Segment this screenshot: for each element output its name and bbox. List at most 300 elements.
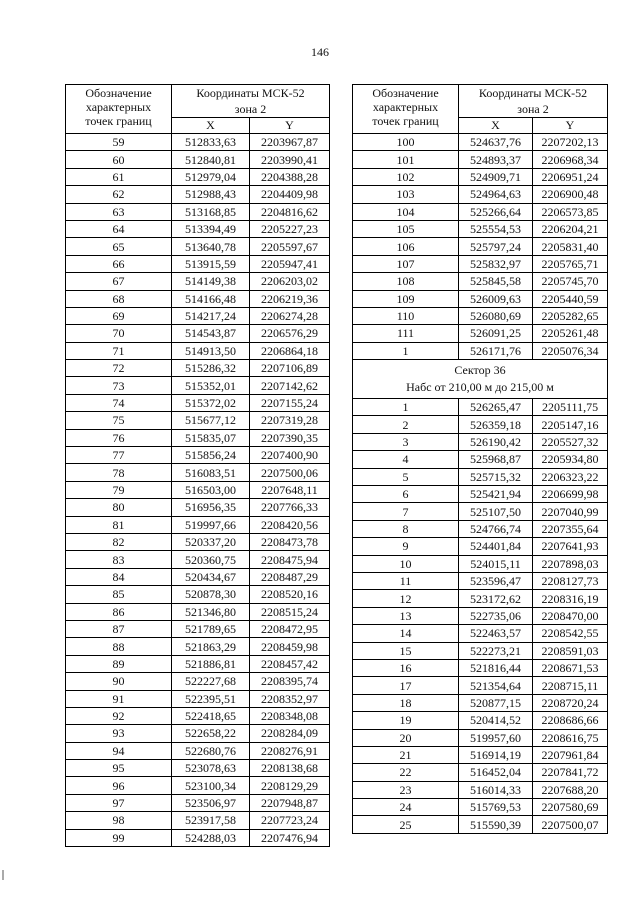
point-number-cell: 60 [66,151,172,168]
table-row [66,707,330,724]
point-number-cell: 21 [353,746,459,763]
point-number-cell: 24 [353,799,459,816]
point-number-cell: 65 [66,238,172,255]
y-coordinate-cell: 2207723,24 [250,812,330,829]
y-coordinate-cell: 2206203,02 [250,273,330,290]
x-coordinate-cell: 525715,32 [459,468,533,485]
point-number-cell: 8 [353,520,459,537]
table-row [66,168,330,185]
x-coordinate-cell: 522273,21 [459,642,533,659]
y-coordinate-cell: 2205227,23 [250,220,330,237]
table-row [353,764,608,781]
point-number-cell: 78 [66,464,172,481]
point-number-cell: 22 [353,764,459,781]
x-coordinate-cell: 514543,87 [172,325,250,342]
y-coordinate-cell: 2206204,21 [533,220,608,237]
y-coordinate-cell: 2206274,28 [250,307,330,324]
y-coordinate-cell: 2208138,68 [250,760,330,777]
table-row [353,572,608,589]
point-number-cell: 89 [66,655,172,672]
y-coordinate-cell: 2207500,06 [250,464,330,481]
x-coordinate-cell: 523917,58 [172,812,250,829]
x-coordinate-cell: 520878,30 [172,586,250,603]
point-number-cell: 20 [353,729,459,746]
table-row [66,273,330,290]
table-row [66,464,330,481]
x-coordinate-cell: 513915,59 [172,255,250,272]
table-row [66,655,330,672]
y-coordinate-cell: 2206576,29 [250,325,330,342]
table-row [353,625,608,642]
y-coordinate-cell: 2207641,93 [533,538,608,555]
table-row [66,134,330,151]
y-coordinate-cell: 2208720,24 [533,694,608,711]
point-number-cell: 6 [353,486,459,503]
y-coordinate-cell: 2204409,98 [250,186,330,203]
x-coordinate-cell: 513168,85 [172,203,250,220]
y-coordinate-cell: 2206968,34 [533,151,608,168]
table-row [353,555,608,572]
table-row [66,377,330,394]
y-coordinate-cell: 2208129,29 [250,777,330,794]
x-coordinate-cell: 525968,87 [459,451,533,468]
x-coordinate-cell: 520434,67 [172,568,250,585]
x-coordinate-cell: 512840,81 [172,151,250,168]
point-number-cell: 10 [353,555,459,572]
point-number-cell: 1 [353,342,459,359]
x-coordinate-cell: 522418,65 [172,707,250,724]
x-coordinate-cell: 520337,20 [172,533,250,550]
x-coordinate-cell: 516452,04 [459,764,533,781]
header-designation-line2: характерных [85,99,152,114]
point-number-cell: 101 [353,151,459,168]
x-coordinate-cell: 525554,53 [459,220,533,237]
y-coordinate-cell: 2206219,36 [250,290,330,307]
x-coordinate-cell: 524766,74 [459,520,533,537]
point-number-cell: 59 [66,134,172,151]
y-coordinate-cell: 2205261,48 [533,325,608,342]
y-coordinate-cell: 2208127,73 [533,572,608,589]
y-coordinate-cell: 2208420,56 [250,516,330,533]
y-coordinate-cell: 2208470,00 [533,607,608,624]
y-coordinate-cell: 2207106,89 [250,360,330,377]
table-row [353,186,608,203]
x-coordinate-cell: 522463,57 [459,625,533,642]
x-coordinate-cell: 514149,38 [172,273,250,290]
y-coordinate-cell: 2205831,40 [533,238,608,255]
y-coordinate-cell: 2207500,07 [533,816,608,833]
coordinates-table-left [65,84,330,847]
table-row [353,642,608,659]
x-coordinate-cell: 526359,18 [459,416,533,433]
x-coordinate-cell: 525107,50 [459,503,533,520]
point-number-cell: 109 [353,290,459,307]
y-coordinate-cell: 2207155,24 [250,394,330,411]
point-number-cell: 100 [353,134,459,151]
table-row [66,481,330,498]
table-row [353,399,608,416]
y-coordinate-cell: 2207648,11 [250,481,330,498]
sector-title-cell [353,360,608,399]
header-designation-line1: Обозначение [85,86,152,100]
table-row [66,568,330,585]
point-number-cell: 86 [66,603,172,620]
point-number-cell: 63 [66,203,172,220]
header-designation [353,85,459,134]
x-coordinate-cell: 516503,00 [172,481,250,498]
y-coordinate-cell: 2207319,28 [250,412,330,429]
point-number-cell: 77 [66,447,172,464]
point-number-cell: 72 [66,360,172,377]
x-coordinate-cell: 513394,49 [172,220,250,237]
table-row [66,690,330,707]
x-coordinate-cell: 513640,78 [172,238,250,255]
y-coordinate-cell: 2205947,41 [250,255,330,272]
y-coordinate-cell: 2208715,11 [533,677,608,694]
x-coordinate-cell: 526190,42 [459,433,533,450]
point-number-cell: 83 [66,551,172,568]
x-coordinate-cell: 524893,37 [459,151,533,168]
x-coordinate-cell: 524637,76 [459,134,533,151]
y-coordinate-cell: 2208686,66 [533,712,608,729]
table-row [353,816,608,833]
y-coordinate-cell: 2208487,29 [250,568,330,585]
point-number-cell: 16 [353,659,459,676]
x-coordinate-cell: 522735,06 [459,607,533,624]
x-coordinate-cell: 525421,94 [459,486,533,503]
table-row [353,503,608,520]
point-number-cell: 18 [353,694,459,711]
table-row [66,238,330,255]
table-row [353,712,608,729]
y-coordinate-cell: 2208520,16 [250,586,330,603]
point-number-cell: 62 [66,186,172,203]
point-number-cell: 68 [66,290,172,307]
y-coordinate-cell: 2208276,91 [250,742,330,759]
point-number-cell: 70 [66,325,172,342]
table-row [353,677,608,694]
x-coordinate-cell: 521863,29 [172,638,250,655]
table-row [66,412,330,429]
y-coordinate-cell: 2207961,84 [533,746,608,763]
y-coordinate-cell: 2205527,32 [533,433,608,450]
y-coordinate-cell: 2205440,59 [533,290,608,307]
point-number-cell: 76 [66,429,172,446]
table-row [66,394,330,411]
x-coordinate-cell: 525845,58 [459,273,533,290]
point-number-cell: 17 [353,677,459,694]
point-number-cell: 11 [353,572,459,589]
page-number: 146 [311,45,329,59]
header-y: Y [250,118,330,134]
y-coordinate-cell: 2205765,71 [533,255,608,272]
x-coordinate-cell: 523596,47 [459,572,533,589]
table-row [353,590,608,607]
y-coordinate-cell: 2208542,55 [533,625,608,642]
table-row [66,725,330,742]
y-coordinate-cell: 2208475,94 [250,551,330,568]
point-number-cell: 12 [353,590,459,607]
y-coordinate-cell: 2207948,87 [250,794,330,811]
x-coordinate-cell: 521354,64 [459,677,533,694]
table-row [353,799,608,816]
point-number-cell: 102 [353,168,459,185]
table-row [66,516,330,533]
point-number-cell: 66 [66,255,172,272]
x-coordinate-cell: 521789,65 [172,620,250,637]
point-number-cell: 105 [353,220,459,237]
table-row [66,151,330,168]
point-number-cell: 19 [353,712,459,729]
table-row [353,433,608,450]
table-body-right-top [353,134,608,360]
x-coordinate-cell: 520877,15 [459,694,533,711]
x-coordinate-cell: 521816,44 [459,659,533,676]
x-coordinate-cell: 526171,76 [459,342,533,359]
header-designation-line2: характерных [372,99,439,114]
x-coordinate-cell: 520414,52 [459,712,533,729]
x-coordinate-cell: 515835,07 [172,429,250,446]
table-row [66,203,330,220]
x-coordinate-cell: 519957,60 [459,729,533,746]
point-number-cell: 94 [66,742,172,759]
point-number-cell: 23 [353,781,459,798]
y-coordinate-cell: 2207476,94 [250,829,330,846]
y-coordinate-cell: 2208515,24 [250,603,330,620]
x-coordinate-cell: 526091,25 [459,325,533,342]
header-x: X [459,118,533,134]
table-row [353,729,608,746]
point-number-cell: 64 [66,220,172,237]
header-coordinates [459,85,608,118]
point-number-cell: 5 [353,468,459,485]
point-number-cell: 74 [66,394,172,411]
point-number-cell: 25 [353,816,459,833]
table-row [353,486,608,503]
point-number-cell: 80 [66,499,172,516]
y-coordinate-cell: 2207766,33 [250,499,330,516]
table-row [66,255,330,272]
y-coordinate-cell: 2207355,64 [533,520,608,537]
table-row [353,520,608,537]
point-number-cell: 15 [353,642,459,659]
sector-title-row [353,360,608,399]
x-coordinate-cell: 524964,63 [459,186,533,203]
table-row [66,360,330,377]
y-coordinate-cell: 2208316,19 [533,590,608,607]
y-coordinate-cell: 2208284,09 [250,725,330,742]
point-number-cell: 92 [66,707,172,724]
table-row [66,742,330,759]
y-coordinate-cell: 2204388,28 [250,168,330,185]
table-row [353,416,608,433]
y-coordinate-cell: 2208472,95 [250,620,330,637]
x-coordinate-cell: 523100,34 [172,777,250,794]
point-number-cell: 96 [66,777,172,794]
x-coordinate-cell: 523078,63 [172,760,250,777]
y-coordinate-cell: 2207580,69 [533,799,608,816]
x-coordinate-cell: 523172,62 [459,590,533,607]
x-coordinate-cell: 525832,97 [459,255,533,272]
point-number-cell: 84 [66,568,172,585]
point-number-cell: 75 [66,412,172,429]
x-coordinate-cell: 516083,51 [172,464,250,481]
y-coordinate-cell: 2208457,42 [250,655,330,672]
y-coordinate-cell: 2205147,16 [533,416,608,433]
point-number-cell: 9 [353,538,459,555]
point-number-cell: 93 [66,725,172,742]
point-number-cell: 3 [353,433,459,450]
sector-block [353,360,608,399]
point-number-cell: 13 [353,607,459,624]
table-row [353,307,608,324]
header-coordinates-line2: зона 2 [517,102,549,116]
header-x: X [172,118,250,134]
table-row [353,325,608,342]
x-coordinate-cell: 522680,76 [172,742,250,759]
x-coordinate-cell: 520360,75 [172,551,250,568]
table-row [353,168,608,185]
y-coordinate-cell: 2204816,62 [250,203,330,220]
header-designation-line3: точек границ [85,113,152,128]
x-coordinate-cell: 525797,24 [459,238,533,255]
header-coordinates-line2: зона 2 [234,102,267,116]
table-row [353,468,608,485]
y-coordinate-cell: 2205111,75 [533,399,608,416]
point-number-cell: 107 [353,255,459,272]
table-row [353,451,608,468]
x-coordinate-cell: 526009,63 [459,290,533,307]
table-row [66,586,330,603]
table-row [66,290,330,307]
x-coordinate-cell: 515372,02 [172,394,250,411]
x-coordinate-cell: 515590,39 [459,816,533,833]
point-number-cell: 110 [353,307,459,324]
point-number-cell: 104 [353,203,459,220]
point-number-cell: 106 [353,238,459,255]
point-number-cell: 82 [66,533,172,550]
table-row [66,829,330,846]
y-coordinate-cell: 2206951,24 [533,168,608,185]
y-coordinate-cell: 2206699,98 [533,486,608,503]
y-coordinate-cell: 2207040,99 [533,503,608,520]
table-row [66,794,330,811]
point-number-cell: 87 [66,620,172,637]
table-row [353,538,608,555]
header-coordinates [172,85,330,118]
point-number-cell: 73 [66,377,172,394]
table-row [353,607,608,624]
x-coordinate-cell: 516914,19 [459,746,533,763]
x-coordinate-cell: 523506,97 [172,794,250,811]
point-number-cell: 90 [66,673,172,690]
header-designation-line3: точек границ [372,113,439,128]
y-coordinate-cell: 2205282,65 [533,307,608,324]
y-coordinate-cell: 2208395,74 [250,673,330,690]
x-coordinate-cell: 516014,33 [459,781,533,798]
x-coordinate-cell: 515352,01 [172,377,250,394]
y-coordinate-cell: 2208348,08 [250,707,330,724]
table-row [353,746,608,763]
table-row [353,659,608,676]
y-coordinate-cell: 2205076,34 [533,342,608,359]
table-row [66,447,330,464]
y-coordinate-cell: 2206323,22 [533,468,608,485]
x-coordinate-cell: 522395,51 [172,690,250,707]
table-row [353,203,608,220]
table-row [66,551,330,568]
table-row [66,533,330,550]
scan-mark [2,870,4,880]
x-coordinate-cell: 515286,32 [172,360,250,377]
table-body-right-bottom [353,399,608,834]
x-coordinate-cell: 521346,80 [172,603,250,620]
y-coordinate-cell: 2208459,98 [250,638,330,655]
point-number-cell: 95 [66,760,172,777]
x-coordinate-cell: 515856,24 [172,447,250,464]
header-designation [66,85,172,134]
header-designation-line1: Обозначение [372,86,439,100]
table-row [66,777,330,794]
x-coordinate-cell: 525266,64 [459,203,533,220]
table-row [66,342,330,359]
x-coordinate-cell: 526080,69 [459,307,533,324]
table-row [353,255,608,272]
table-row [353,238,608,255]
x-coordinate-cell: 512979,04 [172,168,250,185]
point-number-cell: 98 [66,812,172,829]
table-row [353,273,608,290]
y-coordinate-cell: 2207841,72 [533,764,608,781]
point-number-cell: 79 [66,481,172,498]
x-coordinate-cell: 514217,24 [172,307,250,324]
table-row [66,307,330,324]
x-coordinate-cell: 524401,84 [459,538,533,555]
table-row [353,342,608,359]
y-coordinate-cell: 2207390,35 [250,429,330,446]
x-coordinate-cell: 514166,48 [172,290,250,307]
header-y: Y [533,118,608,134]
x-coordinate-cell: 522658,22 [172,725,250,742]
table-row [66,673,330,690]
point-number-cell: 108 [353,273,459,290]
x-coordinate-cell: 512988,43 [172,186,250,203]
x-coordinate-cell: 521886,81 [172,655,250,672]
point-number-cell: 91 [66,690,172,707]
point-number-cell: 85 [66,586,172,603]
x-coordinate-cell: 522227,68 [172,673,250,690]
table-row [353,694,608,711]
point-number-cell: 2 [353,416,459,433]
y-coordinate-cell: 2208591,03 [533,642,608,659]
point-number-cell: 71 [66,342,172,359]
table-row [353,134,608,151]
table-row [66,620,330,637]
table-row [353,781,608,798]
point-number-cell: 111 [353,325,459,342]
y-coordinate-cell: 2206864,18 [250,342,330,359]
y-coordinate-cell: 2208352,97 [250,690,330,707]
y-coordinate-cell: 2208616,75 [533,729,608,746]
point-number-cell: 88 [66,638,172,655]
y-coordinate-cell: 2207898,03 [533,555,608,572]
point-number-cell: 4 [353,451,459,468]
y-coordinate-cell: 2203990,41 [250,151,330,168]
header-coordinates-line1: Координаты МСК-52 [196,86,305,100]
x-coordinate-cell: 524015,11 [459,555,533,572]
y-coordinate-cell: 2205745,70 [533,273,608,290]
x-coordinate-cell: 515677,12 [172,412,250,429]
